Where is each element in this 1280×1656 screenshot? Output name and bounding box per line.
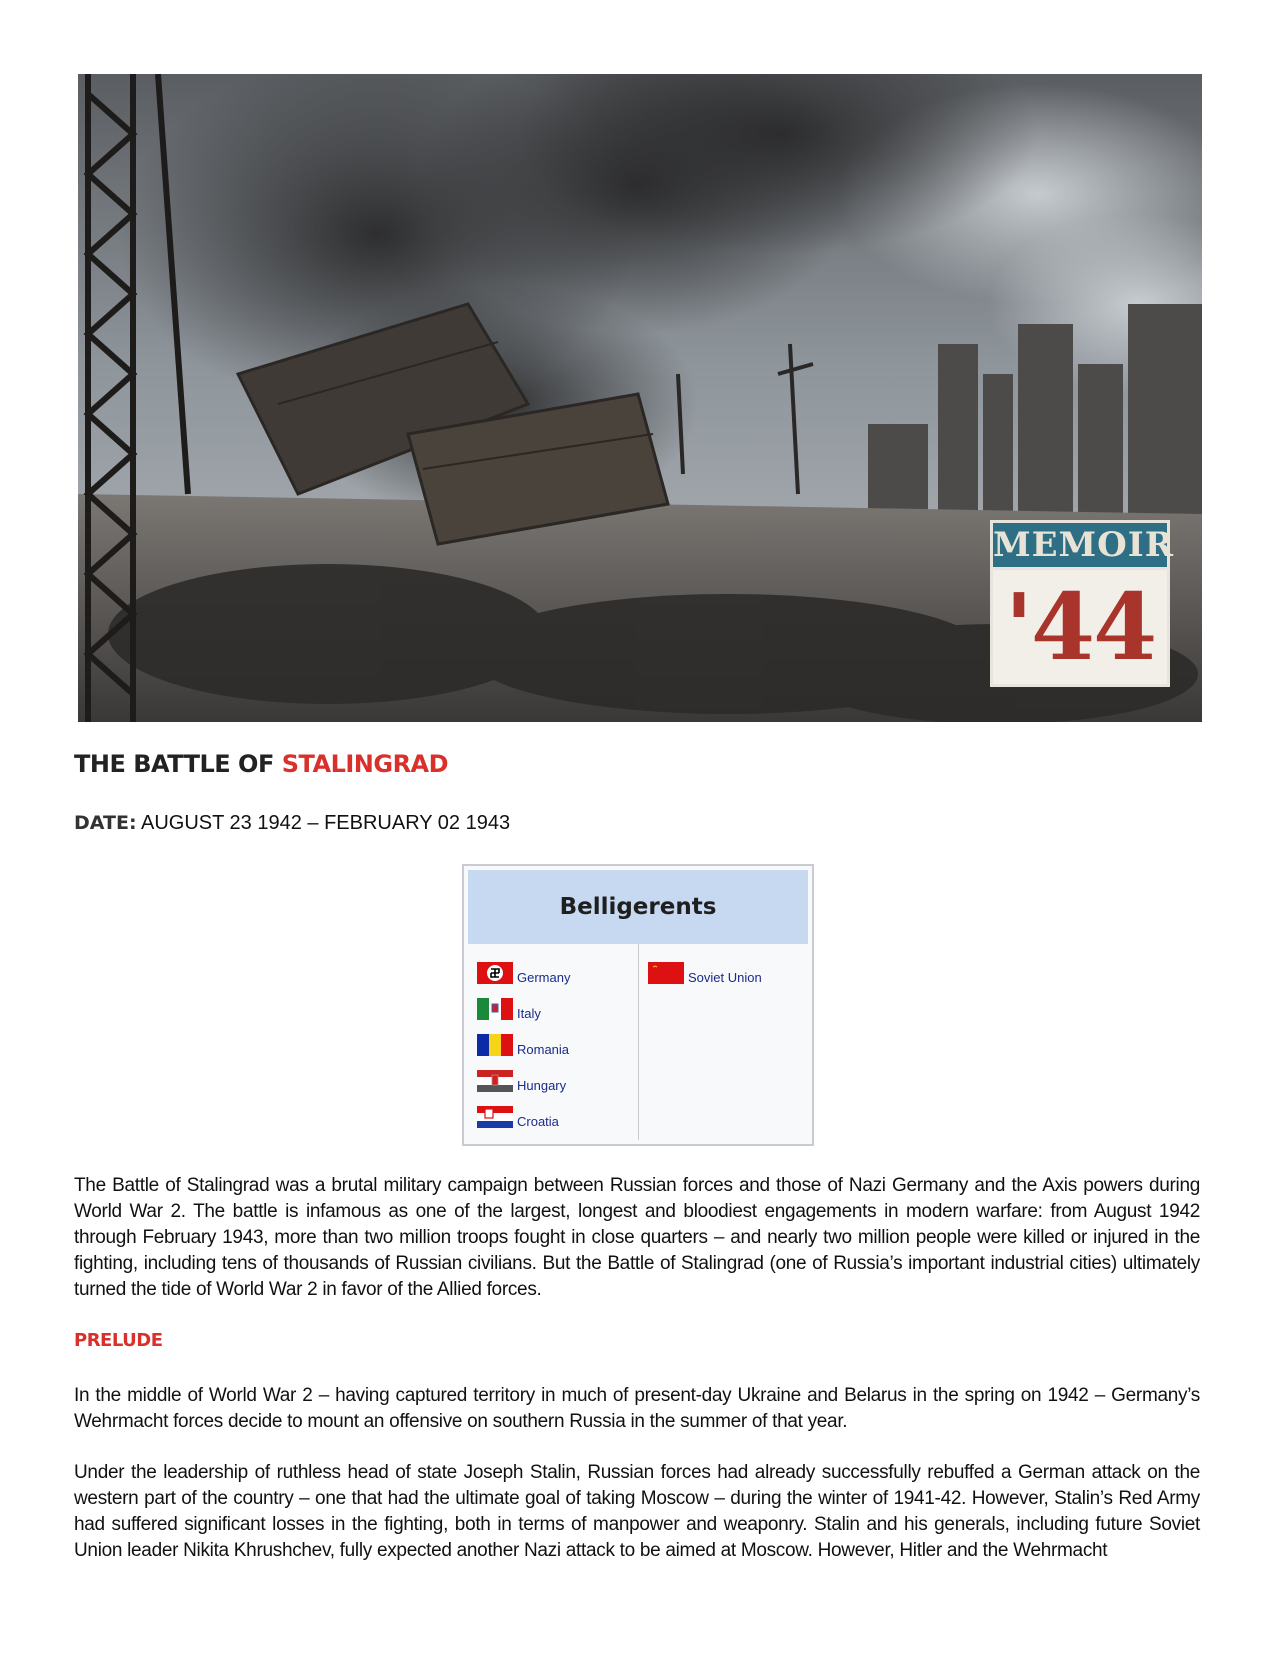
- prelude-paragraph-1: In the middle of World War 2 – having captured territory in much of present-day Ukraine and Belarus in the spring on 1942 – Germany’s Wehrmacht forces decide to mount an offensive on southern Russia in the summer of that year.: [74, 1385, 1200, 1432]
- axis-column: [468, 944, 639, 1140]
- belligerent-name[interactable]: Soviet Union: [688, 970, 762, 985]
- intro-paragraph: The Battle of Stalingrad was a brutal military campaign between Russian forces and those of Nazi Germany and the Axis powers during World War 2. The battle is infamous as one of the largest, longest and bloodiest engagements in modern warfare: from August 1942 through February 1943, more than two million troops fought in close quarters – and nearly two million people were killed or injured in the fighting, including tens of thousands of Russian civilians. But the Battle of Stalingrad (one of Russia’s important industrial cities) ultimately turned the tide of World War 2 in favor of the Allied forces.: [74, 1175, 1200, 1300]
- germany-flag-icon: [477, 962, 513, 984]
- logo-top-text: MEMOIR: [990, 520, 1170, 567]
- date-value: AUGUST 23 1942 – FEBRUARY 02 1943: [136, 812, 511, 834]
- date-label: DATE:: [74, 812, 137, 834]
- belligerent-name[interactable]: Croatia: [517, 1114, 559, 1129]
- hero-image: [78, 74, 1202, 722]
- belligerents-infobox: [462, 864, 814, 1146]
- romania-flag-icon: [477, 1034, 513, 1056]
- logo-bottom-text: '44: [990, 567, 1170, 687]
- belligerent-name[interactable]: Italy: [517, 1006, 541, 1021]
- hungary-flag-icon: [477, 1070, 513, 1092]
- belligerent-name[interactable]: Germany: [517, 970, 571, 985]
- allies-column: [639, 944, 808, 1140]
- memoir44-logo: [990, 520, 1174, 686]
- prelude-heading: PRELUDE: [74, 1330, 163, 1351]
- belligerents-heading: Belligerents: [468, 870, 808, 944]
- italy-flag-icon: [477, 998, 513, 1020]
- title-prefix: THE BATTLE OF: [74, 750, 282, 778]
- belligerent-name[interactable]: Hungary: [517, 1078, 567, 1093]
- prelude-paragraph-2: Under the leadership of ruthless head of state Joseph Stalin, Russian forces had already successfully rebuffed a German attack on the western part of the country – one that had the ultimate goal of taking Moscow – during the winter of 1941-42. However, Stalin’s Red Army had suffered significant losses in the fighting, both in terms of manpower and weaponry. Stalin and his generals, including future Soviet Union leader Nikita Khrushchev, fully expected another Nazi attack to be aimed at Moscow. However, Hitler and the Wehrmacht: [74, 1462, 1200, 1561]
- title-highlight: STALINGRAD: [281, 750, 449, 778]
- page-title: [74, 750, 448, 778]
- soviet-flag-icon: [648, 962, 684, 984]
- belligerent-name[interactable]: Romania: [517, 1042, 570, 1057]
- croatia-flag-icon: [477, 1106, 513, 1128]
- battle-date: [74, 812, 510, 835]
